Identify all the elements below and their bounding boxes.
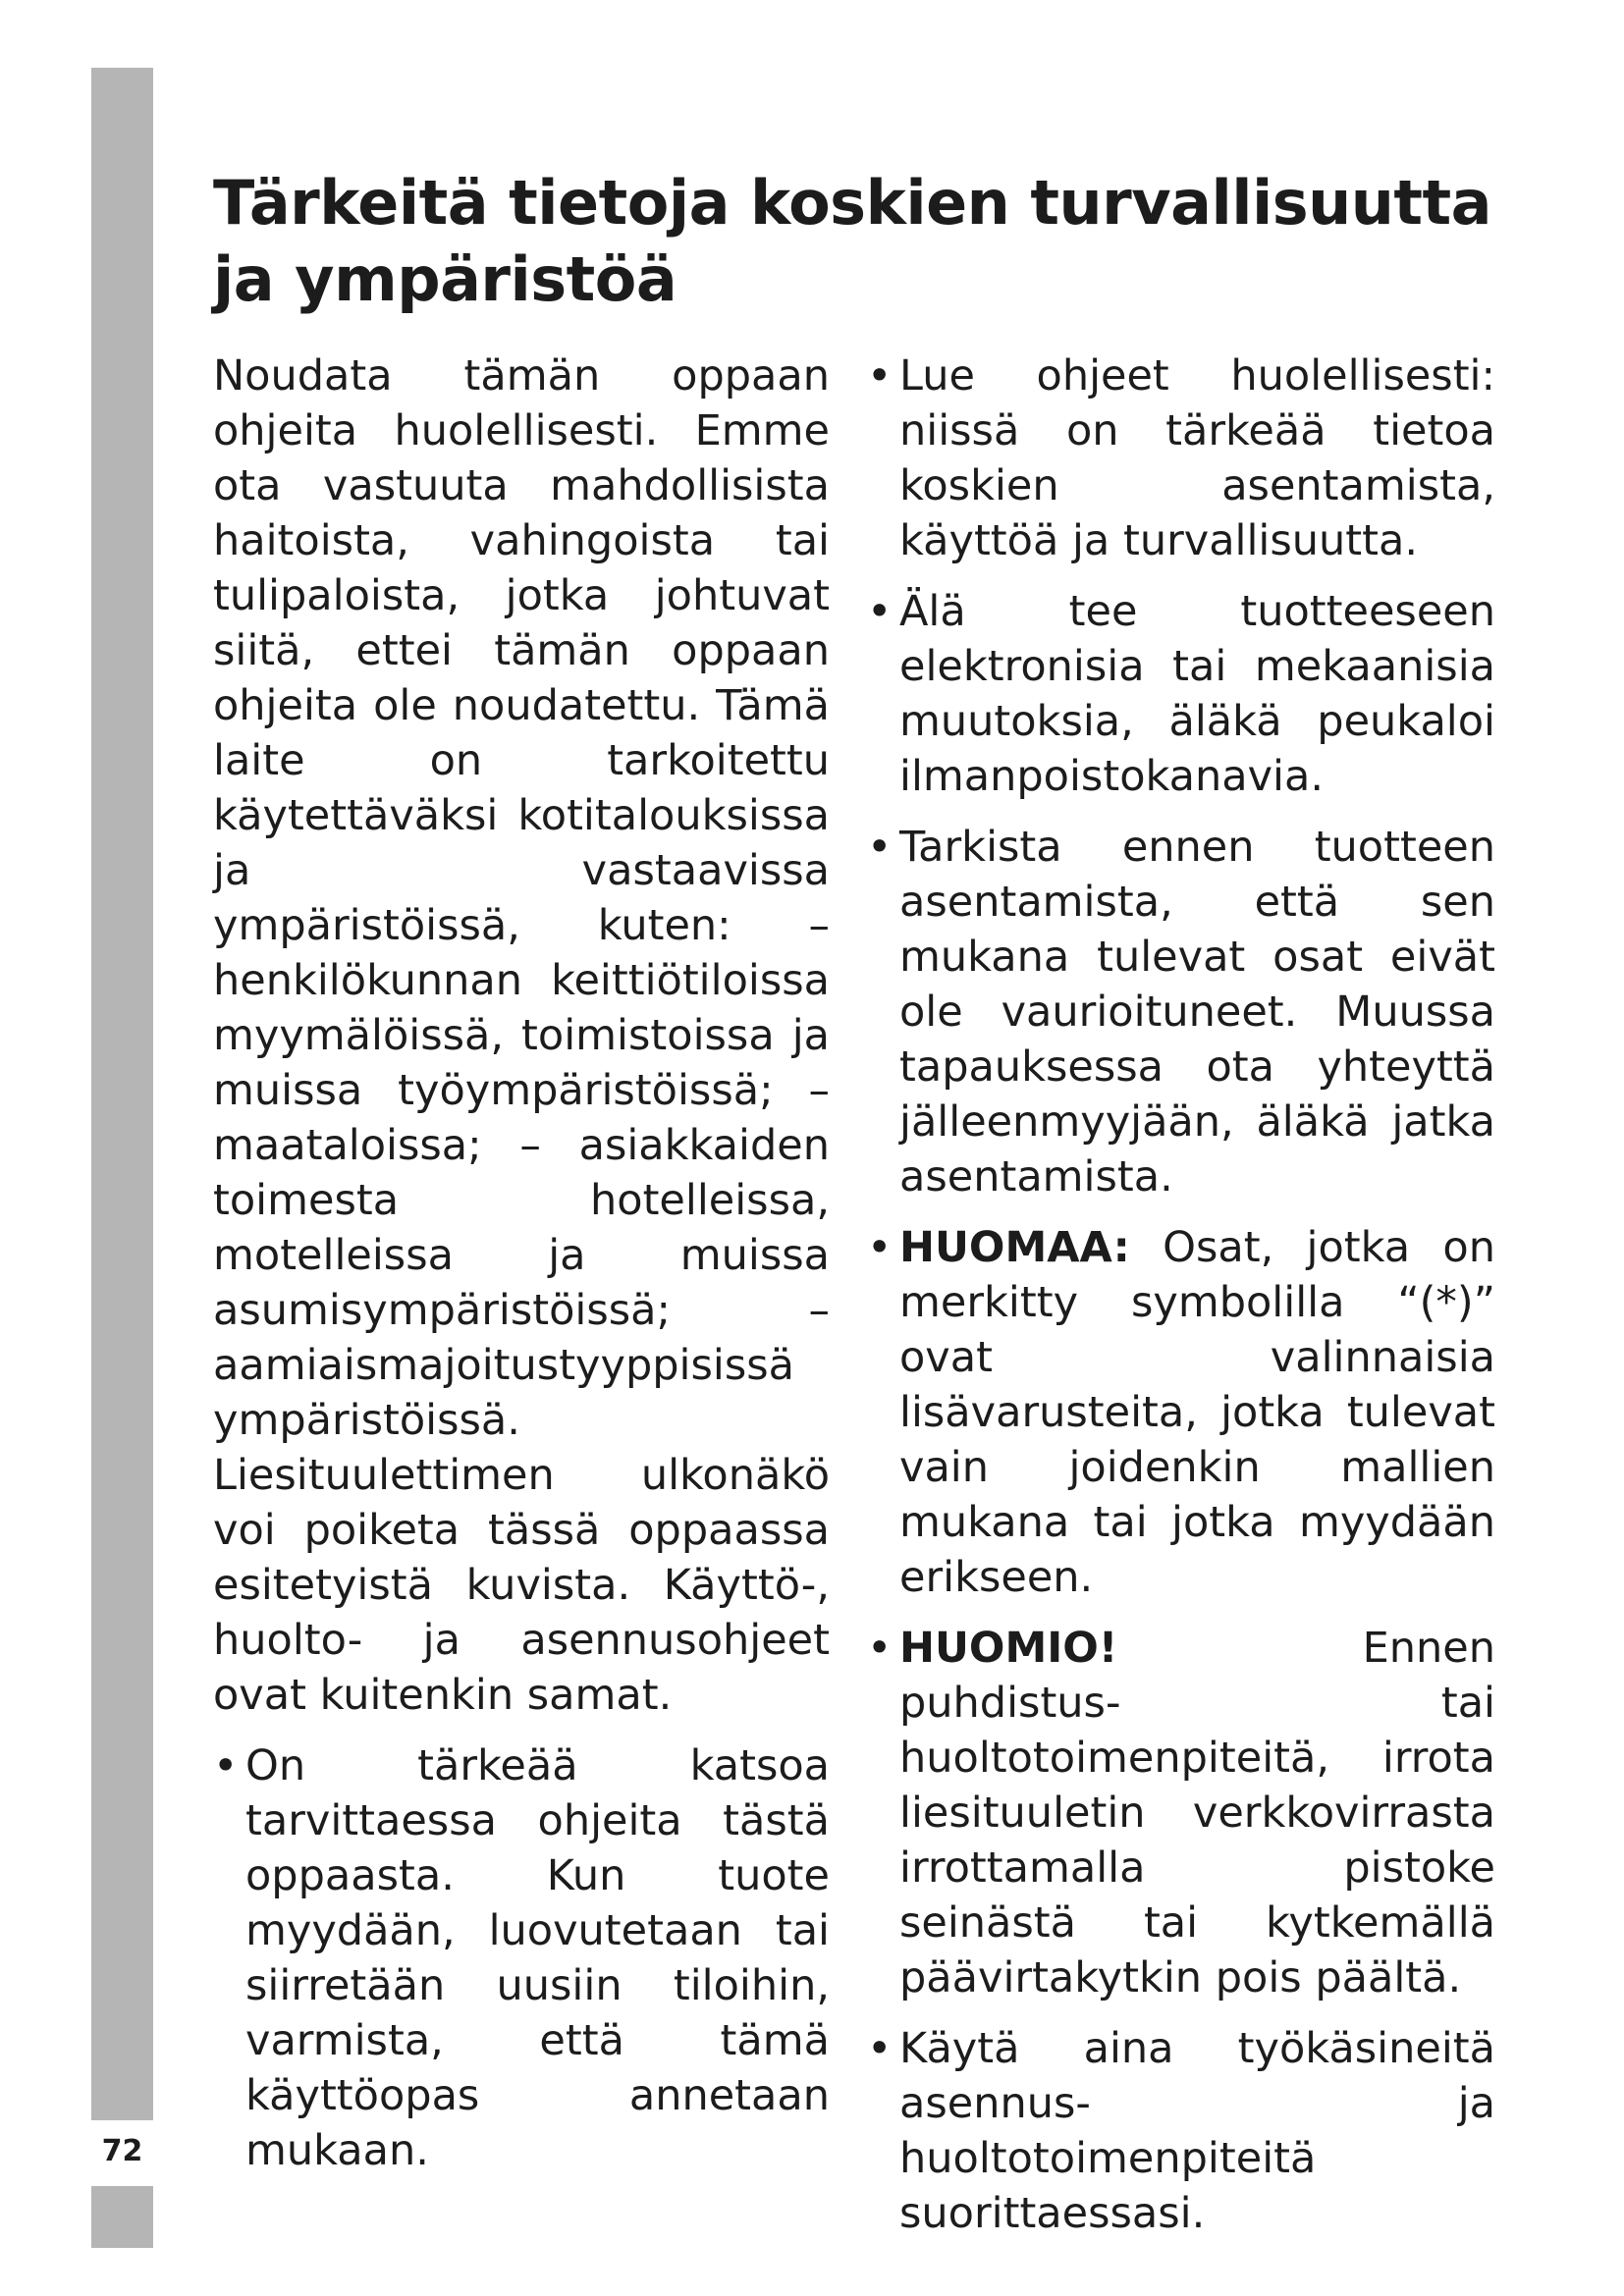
bullet-dot: •: [867, 587, 893, 636]
left-column: [213, 348, 830, 2194]
bullet-text: Älä tee tuotteeseen elektronisia tai mekaanisia muutoksia, äläkä peukaloi ilmanpoistokanavia.: [899, 587, 1495, 801]
side-bar-top: [91, 68, 153, 2120]
bullet-dot: •: [867, 351, 893, 400]
bullet-text: Tarkista ennen tuotteen asentamista, että sen mukana tulevat osat eivät ole vaurioituneet. Muussa tapauksessa ota yhteyttä jälleenmyyjään, äläkä jatka asentamista.: [899, 823, 1495, 1201]
bullet-item-no-modifications: [867, 584, 1495, 804]
page-number: 72: [101, 2134, 143, 2168]
intro-paragraph: Noudata tämän oppaan ohjeita huolellisesti. Emme ota vastuuta mahdollisista haitoista, vahingoista tai tulipaloista, jotka johtuvat siitä, ettei tämän oppaan ohjeita ole noudatettu. Tämä laite on tarkoitettu käytettäväksi kotitalouksissa ja vastaavissa ympäristöissä, kuten: – henkilökunnan keittiötiloissa myymälöissä, toimistoissa ja muissa työympäristöissä; – maataloissa; – asiakkaiden toimesta hotelleissa, motelleissa ja muissa asumisympäristöissä; – aamiaismajoitustyyppisissä ympäristöissä. Liesituulettimen ulkonäkö voi poiketa tässä oppaassa esitetyistä kuvista. Käyttö-, huolto- ja asennusohjeet ovat kuitenkin samat.: [213, 351, 830, 1720]
bullet-text: Käytä aina työkäsineitä asennus- ja huoltotoimenpiteitä suorittaessasi.: [899, 2024, 1495, 2238]
bullet-text: Ennen puhdistus- tai huoltotoimenpiteitä, irrota liesituuletin verkkovirrasta irrottamalla pistoke seinästä tai kytkemällä päävirtakytkin pois päältä.: [899, 1624, 1495, 2002]
bullet-item-check-parts: [867, 820, 1495, 1204]
right-bullet-list: [867, 348, 1495, 2241]
bullet-lead-warning: HUOMIO!: [899, 1624, 1118, 1673]
bullet-dot: •: [867, 1223, 893, 1272]
bullet-item-warning-disconnect: [867, 1621, 1495, 2005]
bullet-item-keep-manual: [213, 1738, 830, 2178]
bullet-dot: •: [867, 2024, 893, 2073]
bullet-text: Lue ohjeet huolellisesti: niissä on tärkeää tietoa koskien asentamista, käyttöä ja turvallisuutta.: [899, 351, 1495, 565]
bullet-item-wear-gloves: [867, 2021, 1495, 2241]
bullet-item-read-instructions: [867, 348, 1495, 568]
bullet-dot: •: [213, 1741, 239, 1790]
bullet-text: On tärkeää katsoa tarvittaessa ohjeita tästä oppaasta. Kun tuote myydään, luovutetaan tai siirretään uusiin tiloihin, varmista, että tämä käyttöopas annetaan mukaan.: [245, 1741, 830, 2175]
page-title: Tärkeitä tietoja koskien turvallisuutta ja ympäristöä: [213, 167, 1491, 315]
bullet-dot: •: [867, 823, 893, 872]
right-column: [867, 348, 1495, 2257]
bullet-text: Osat, jotka on merkitty symbolilla “(*)” ovat valinnaisia lisävarusteita, jotka tulevat vain joidenkin mallien mukana tai jotka myydään erikseen.: [899, 1223, 1495, 1602]
bullet-dot: •: [867, 1624, 893, 1673]
left-bullet-list: [213, 1738, 830, 2178]
bullet-lead-note: HUOMAA:: [899, 1223, 1130, 1272]
side-bar-bottom: [91, 2186, 153, 2248]
bullet-item-note-optional: [867, 1220, 1495, 1605]
